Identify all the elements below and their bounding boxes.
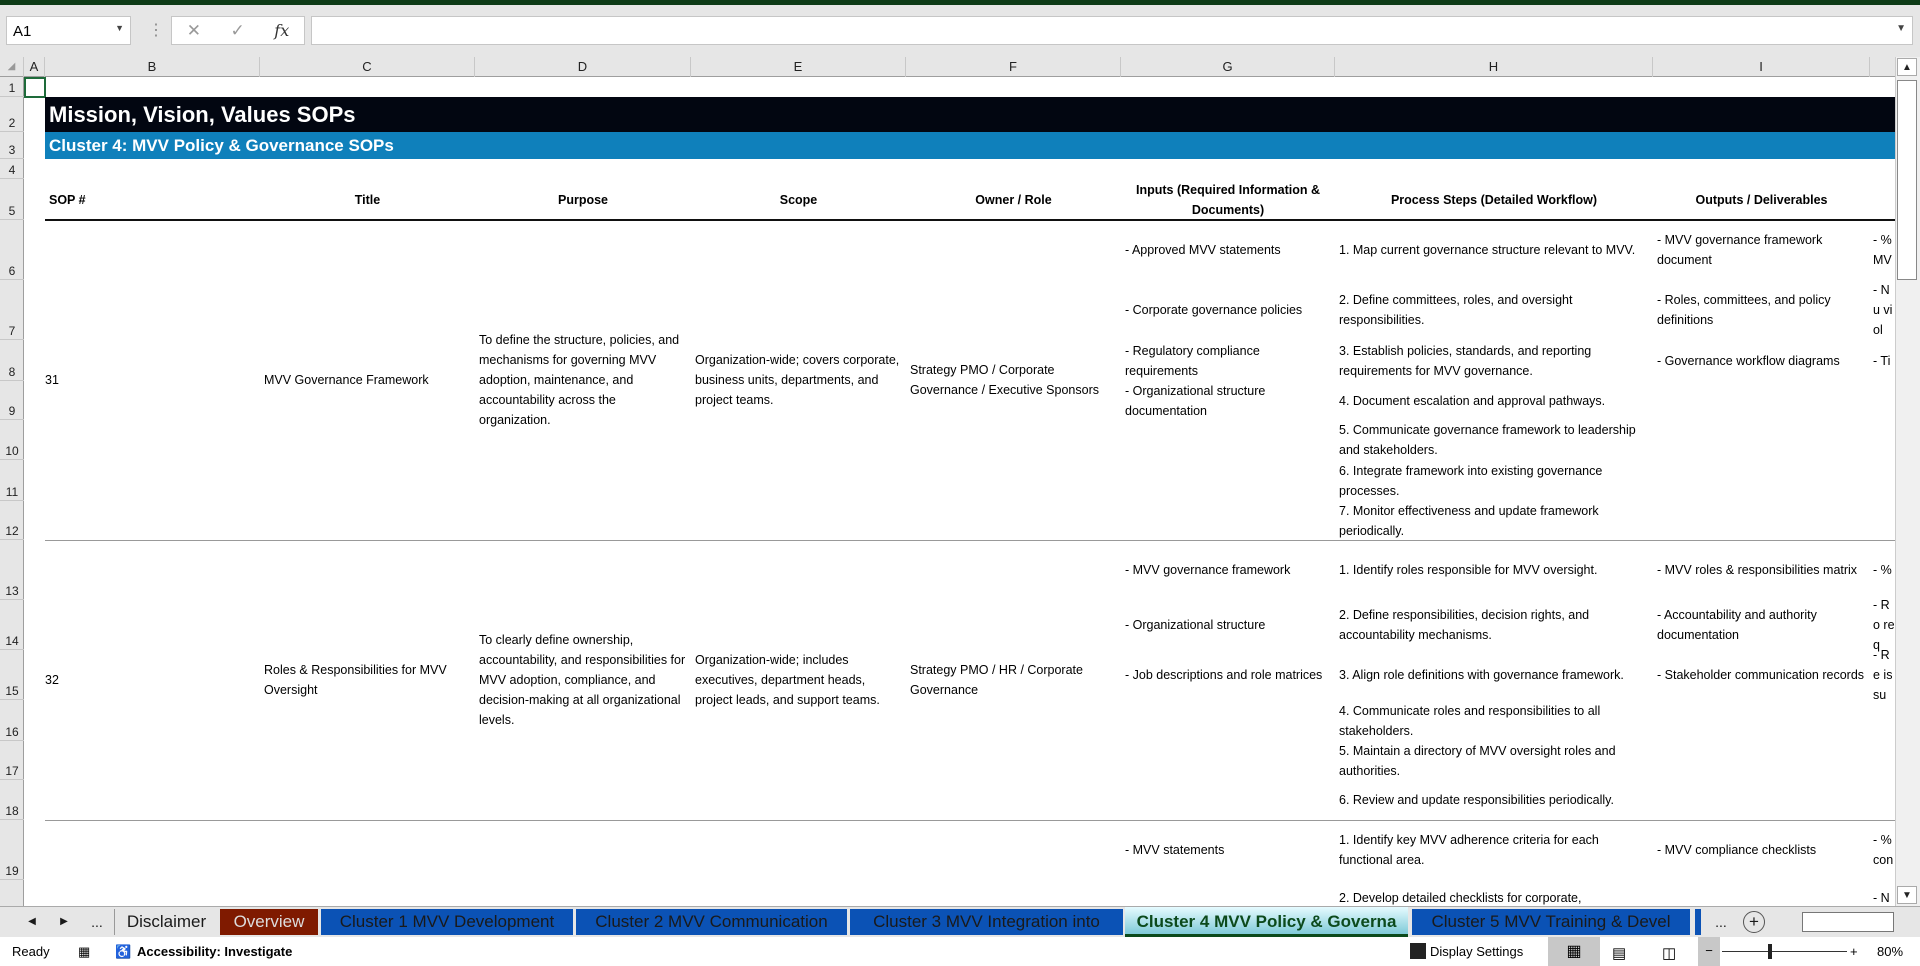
sop-output[interactable] (1653, 220, 1870, 280)
sop-scope-text: Organization-wide; includes executives, department heads, project leads, and support teams. (695, 653, 880, 707)
header-4[interactable] (906, 179, 1121, 220)
sop-input[interactable] (1121, 340, 1335, 381)
column-header-h[interactable]: H (1335, 57, 1653, 77)
sheet-tab-bar (0, 906, 1920, 937)
sop-owner[interactable] (906, 540, 1121, 820)
sop-step-text: 5. Maintain a directory of MVV oversight roles and authorities. (1339, 743, 1616, 778)
sop-step-text: 2. Define committees, roles, and oversight responsibilities. (1339, 293, 1573, 327)
sop-step-text: 2. Define responsibilities, decision rights, and accountability mechanisms. (1339, 608, 1590, 642)
column-j-partial-text: - Re issu (1873, 648, 1893, 702)
sop-step[interactable] (1335, 780, 1653, 820)
column-header-e[interactable]: E (691, 57, 906, 77)
chevron-down-icon[interactable]: ▼ (115, 23, 124, 33)
header-5[interactable] (1121, 179, 1335, 220)
sop-title[interactable] (260, 220, 475, 540)
column-header-i[interactable]: I (1653, 57, 1870, 77)
accessibility-icon[interactable]: ♿ (115, 944, 132, 959)
column-j-partial[interactable] (1870, 600, 1895, 650)
sop-owner[interactable] (906, 220, 1121, 540)
sop-scope-text: Organization-wide; covers corporate, business units, departments, and project teams. (695, 353, 900, 407)
normal-view-icon[interactable]: ▦ (1548, 937, 1600, 966)
sop-step[interactable] (1335, 650, 1653, 700)
scroll-down-icon[interactable]: ▼ (1897, 886, 1917, 904)
horizontal-scrollbar[interactable] (1802, 912, 1894, 932)
sop-id[interactable] (45, 540, 260, 820)
header-2-text: Purpose (557, 192, 608, 207)
sop-input[interactable] (1121, 820, 1335, 880)
sop-output[interactable] (1653, 600, 1870, 650)
sop-title-text: Roles & Responsibilities for MVV Oversight (264, 663, 447, 697)
column-j-partial-text: - N (1873, 891, 1890, 905)
worksheet-grid[interactable] (24, 77, 1895, 906)
sop-step[interactable] (1335, 880, 1653, 906)
tab-cluster-5[interactable]: Cluster 5 MVV Training & Devel (1412, 909, 1690, 935)
sop-step[interactable] (1335, 741, 1653, 780)
row-header-14[interactable]: 14 (0, 600, 24, 650)
sop-purpose[interactable] (475, 220, 691, 540)
sheet-title: Mission, Vision, Values SOPs (45, 97, 1895, 132)
tab-partial[interactable] (1695, 909, 1701, 935)
sop-title[interactable] (260, 540, 475, 820)
header-4-text: Owner / Role (975, 192, 1052, 207)
scroll-up-icon[interactable]: ▲ (1897, 58, 1917, 76)
display-settings-icon[interactable] (1410, 943, 1426, 959)
column-j-partial-text: - % MV (1873, 233, 1892, 267)
sop-input[interactable] (1121, 600, 1335, 650)
status-ready: Ready (12, 944, 50, 959)
tab-cluster-2[interactable]: Cluster 2 MVV Communication (576, 909, 847, 935)
prev-sheet-icon[interactable]: ◀ (28, 916, 36, 927)
column-j-partial-text: - % con (1873, 833, 1894, 867)
sop-step[interactable] (1335, 460, 1653, 501)
sop-scope[interactable] (691, 540, 906, 820)
formula-buttons (171, 16, 305, 45)
sop-owner-text: Strategy PMO / HR / Corporate Governance (910, 663, 1083, 697)
cancel-icon[interactable]: ✕ (186, 20, 201, 40)
row-header-12[interactable]: 12 (0, 501, 24, 540)
sop-input[interactable] (1121, 381, 1335, 420)
column-j-partial[interactable] (1870, 220, 1895, 280)
column-j-partial[interactable] (1870, 540, 1895, 600)
macro-recorder-icon[interactable]: ▦ (78, 944, 91, 959)
sop-output-text: - Roles, committees, and policy definitions (1657, 293, 1831, 327)
sop-input[interactable] (1121, 280, 1335, 340)
name-box-value: A1 (13, 23, 32, 40)
sop-output-text: - Governance workflow diagrams (1657, 353, 1840, 368)
row-header-9[interactable]: 9 (0, 381, 24, 420)
column-j-partial-text: - Nu viol (1873, 283, 1893, 337)
sop-input-text: - MVV governance framework (1125, 563, 1291, 577)
column-j-partial-text: - Ro req (1873, 598, 1895, 652)
sop-step-text: 5. Communicate governance framework to leadership and stakeholders. (1339, 423, 1636, 457)
next-sheet-icon[interactable]: ▶ (60, 916, 68, 927)
zoom-slider-thumb[interactable] (1768, 944, 1772, 959)
header-1[interactable] (260, 179, 475, 220)
sop-output[interactable] (1653, 820, 1870, 880)
formula-input[interactable] (311, 16, 1913, 45)
header-7[interactable] (1653, 179, 1870, 220)
sop-step[interactable] (1335, 280, 1653, 340)
sop-scope[interactable] (691, 220, 906, 540)
row-header-19[interactable]: 19 (0, 820, 24, 880)
row-header-16[interactable]: 16 (0, 700, 24, 741)
row-header-7[interactable]: 7 (0, 280, 24, 340)
sop-input[interactable] (1121, 220, 1335, 280)
row-header-8[interactable]: 8 (0, 340, 24, 381)
more-sheets-right[interactable]: ... (1715, 914, 1727, 930)
page-break-view-icon[interactable]: ◫ (1662, 945, 1677, 962)
sop-step-text: 6. Integrate framework into existing governance processes. (1339, 463, 1603, 498)
sop-step[interactable] (1335, 700, 1653, 741)
tab-cluster-4-active[interactable]: Cluster 4 MVV Policy & Governa (1125, 907, 1408, 937)
column-j-partial-text: - Ti (1873, 353, 1891, 368)
sop-output-text: - Accountability and authority documentation (1657, 608, 1817, 642)
sop-id-text: 32 (45, 673, 59, 687)
column-j-partial-text: - % (1873, 563, 1892, 577)
sop-output-text: - MVV governance framework document (1657, 233, 1823, 267)
more-sheets-left[interactable]: ... (91, 914, 103, 930)
column-j-partial[interactable] (1870, 880, 1895, 906)
tab-overview[interactable]: Overview (220, 909, 318, 935)
column-header-b[interactable]: B (45, 57, 260, 77)
sop-purpose[interactable] (475, 540, 691, 820)
sop-input-text: - Corporate governance policies (1125, 303, 1303, 317)
row-header-1[interactable]: 1 (0, 77, 24, 97)
cluster-subtitle: Cluster 4: MVV Policy & Governance SOPs (45, 132, 1895, 159)
accessibility-status[interactable]: Accessibility: Investigate (137, 944, 293, 959)
row-header-15[interactable]: 15 (0, 650, 24, 700)
zoom-slider[interactable] (1722, 951, 1847, 952)
sop-step-text: 1. Identify roles responsible for MVV oversight. (1339, 563, 1598, 577)
header-7-text: Outputs / Deliverables (1695, 192, 1828, 207)
sop-step-text: 2. Develop detailed checklists for corporate, (1339, 891, 1582, 905)
row-header-2[interactable]: 2 (0, 97, 24, 132)
sop-step[interactable] (1335, 420, 1653, 460)
header-3[interactable] (691, 179, 906, 220)
sop-step-text: 3. Establish policies, standards, and reporting requirements for MVV governance. (1339, 343, 1592, 378)
column-header-a[interactable]: A (24, 57, 45, 77)
insert-function-icon[interactable]: fx (274, 21, 290, 40)
column-header-c[interactable]: C (260, 57, 475, 77)
header-5-text: Inputs (Required Information & Documents) (1135, 182, 1321, 217)
zoom-level[interactable]: 80% (1877, 944, 1904, 959)
sop-step[interactable] (1335, 501, 1653, 540)
header-2[interactable] (475, 179, 691, 220)
header-1-text: Title (354, 192, 381, 207)
sop-owner-text: Strategy PMO / Corporate Governance / Executive Sponsors (910, 363, 1099, 397)
select-all-corner[interactable]: ◢ (0, 57, 24, 77)
sop-step[interactable] (1335, 220, 1653, 280)
sop-output-text: - Stakeholder communication records (1657, 668, 1865, 682)
sop-step-text: 1. Map current governance structure relevant to MVV. (1339, 243, 1636, 257)
sop-output[interactable] (1653, 280, 1870, 340)
sop-step[interactable] (1335, 340, 1653, 381)
row-header-6[interactable]: 6 (0, 220, 24, 280)
header-6-text: Process Steps (Detailed Workflow) (1390, 192, 1598, 207)
column-j-partial[interactable] (1870, 340, 1895, 381)
sop-output-text: - MVV roles & responsibilities matrix (1657, 563, 1858, 577)
sop-step-text: 7. Monitor effectiveness and update framework periodically. (1339, 503, 1599, 538)
sop-output[interactable] (1653, 340, 1870, 381)
sop-input-text: - Approved MVV statements (1125, 243, 1281, 257)
sop-input-text: - MVV statements (1125, 843, 1225, 857)
tab-disclaimer[interactable]: Disclaimer (114, 909, 218, 935)
sop-output-text: - MVV compliance checklists (1657, 843, 1817, 857)
column-j-partial[interactable] (1870, 820, 1895, 880)
sop-step-text: 1. Identify key MVV adherence criteria for each functional area. (1339, 833, 1599, 867)
header-0-text: SOP # (49, 192, 86, 207)
sop-input[interactable] (1121, 540, 1335, 600)
column-header-f[interactable]: F (906, 57, 1121, 77)
column-headers (0, 57, 1895, 77)
sop-input-text: - Organizational structure (1125, 618, 1266, 632)
header-6[interactable] (1335, 179, 1653, 220)
tab-cluster-1[interactable]: Cluster 1 MVV Development (321, 909, 573, 935)
sop-input-text: - Organizational structure documentation (1125, 383, 1266, 418)
sop-input-text: - Job descriptions and role matrices (1125, 668, 1323, 682)
sop-step-text: 4. Document escalation and approval pathways. (1339, 393, 1606, 408)
column-header-g[interactable]: G (1121, 57, 1335, 77)
tab-cluster-3[interactable]: Cluster 3 MVV Integration into (850, 909, 1123, 935)
row-header-18[interactable]: 18 (0, 780, 24, 820)
sop-step[interactable] (1335, 540, 1653, 600)
vertical-scroll-thumb[interactable] (1897, 80, 1917, 280)
row-header-3[interactable]: 3 (0, 132, 24, 159)
sop-step-text: 4. Communicate roles and responsibilities to all stakeholders. (1339, 703, 1601, 738)
sop-id-text: 31 (45, 373, 59, 387)
more-icon[interactable]: ⋮ (148, 22, 164, 39)
zoom-out-icon[interactable]: − (1698, 937, 1720, 966)
status-bar (0, 937, 1920, 966)
row-header-4[interactable]: 4 (0, 159, 24, 179)
header-0[interactable] (45, 179, 260, 220)
header-3-text: Scope (779, 192, 818, 207)
sop-title-text: MVV Governance Framework (264, 373, 429, 387)
column-j-partial[interactable] (1870, 280, 1895, 340)
row-header-11[interactable]: 11 (0, 460, 24, 501)
column-j-partial[interactable] (1870, 650, 1895, 700)
zoom-in-icon[interactable]: + (1850, 944, 1858, 959)
row-headers (0, 77, 24, 906)
column-header-d[interactable]: D (475, 57, 691, 77)
expand-formula-icon[interactable]: ▼ (1896, 23, 1906, 34)
row-header-17[interactable]: 17 (0, 741, 24, 780)
row-header-10[interactable]: 10 (0, 420, 24, 460)
sop-input[interactable] (1121, 650, 1335, 700)
row-header-13[interactable]: 13 (0, 540, 24, 600)
sop-step-text: 3. Align role definitions with governance framework. (1339, 668, 1624, 682)
page-layout-view-icon[interactable]: ▤ (1612, 945, 1627, 962)
sop-output[interactable] (1653, 540, 1870, 600)
sop-output[interactable] (1653, 650, 1870, 700)
sop-purpose-text: To clearly define ownership, accountability, and responsibilities for MVV adoption, compliance, and decision-making at all organizational levels. (479, 633, 686, 727)
name-box[interactable] (6, 16, 131, 45)
sop-step-text: 6. Review and update responsibilities periodically. (1339, 793, 1614, 807)
add-sheet-icon[interactable]: + (1743, 911, 1765, 933)
sop-id[interactable] (45, 220, 260, 540)
sop-step[interactable] (1335, 820, 1653, 880)
enter-icon[interactable]: ✓ (230, 20, 245, 40)
active-cell-a1[interactable] (24, 77, 46, 98)
sop-input-text: - Regulatory compliance requirements (1125, 343, 1260, 378)
row-header-5[interactable]: 5 (0, 179, 24, 220)
sop-step[interactable] (1335, 600, 1653, 650)
display-settings[interactable]: Display Settings (1430, 944, 1524, 959)
sop-purpose-text: To define the structure, policies, and mechanisms for governing MVV adoption, maintenance, and accountability across the organization. (479, 333, 680, 427)
sop-step[interactable] (1335, 381, 1653, 420)
